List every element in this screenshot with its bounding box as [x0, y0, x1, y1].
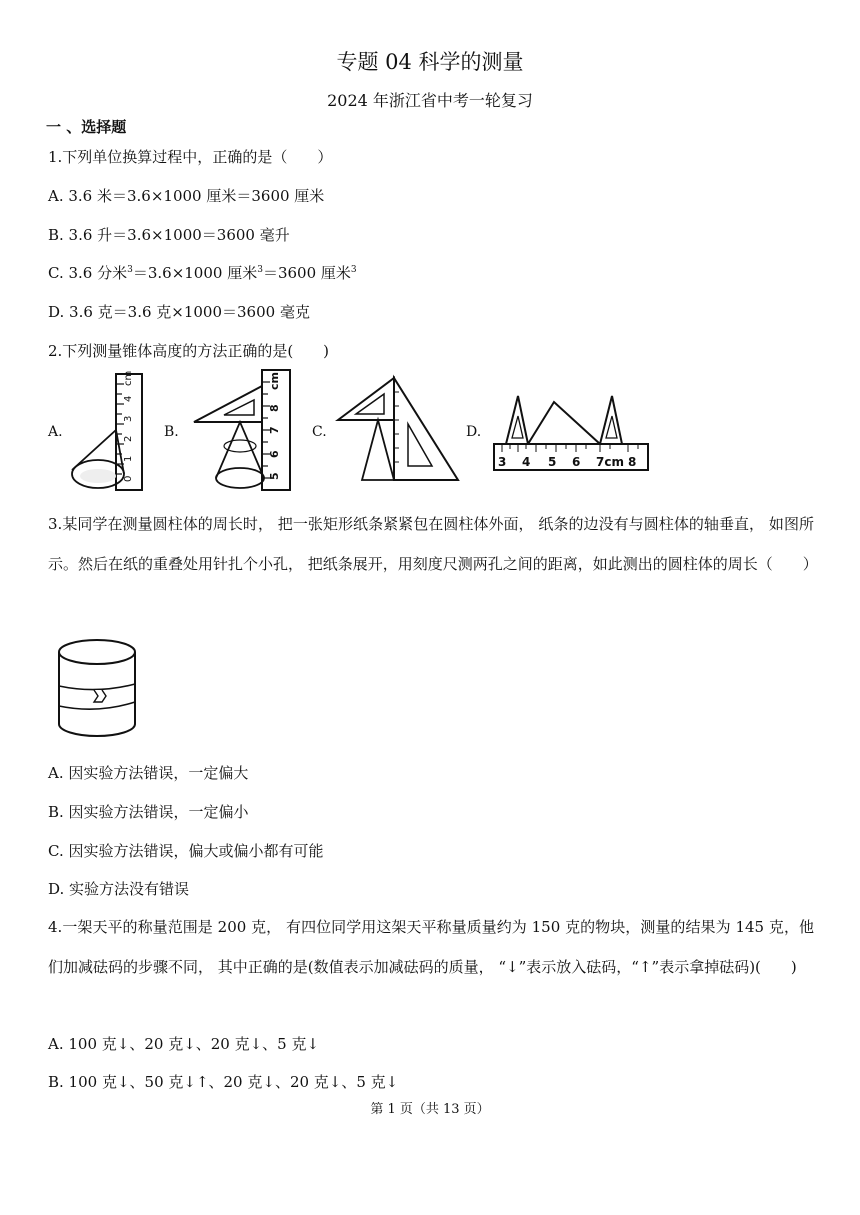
ruler-a-tick: cm — [123, 370, 134, 386]
q4-stem: 4.一架天平的称量范围是 200 克， 有四位同学用这架天平称量质量约为 150 克的物块，测量的结果为 145 克，他们加减砝码的步骤不同， 其中正确的是(数值表示加减砝码的质量， “↓”表示放入砝码，“↑”表示拿掉砝码)( ) — [48, 918, 814, 976]
q1-option-c — [48, 262, 357, 283]
section-heading: 一 、选择题 — [46, 118, 127, 136]
q2-label-b: B. — [164, 424, 179, 440]
ruler-a-tick: 3 — [123, 415, 134, 422]
q1-stem: 1.下列单位换算过程中，正确的是（ ） — [48, 148, 333, 166]
page-footer: 第 1 页（共 13 页） — [370, 1102, 490, 1117]
q1-option-c-part3: ＝3600 厘米 — [262, 264, 351, 282]
q3-option-c: C. 因实验方法错误，偏大或偏小都有可能 — [48, 842, 324, 860]
ruler-d-tick: 7cm — [596, 455, 624, 469]
q4-option-a: A. 100 克↓、20 克↓、20 克↓、5 克↓ — [48, 1035, 320, 1053]
q2-figure-a — [64, 370, 168, 494]
q2-label-a: A. — [48, 424, 63, 440]
ruler-b-tick: 7 — [268, 426, 281, 434]
ruler-d-tick: 4 — [522, 455, 531, 469]
q3-cylinder-figure — [54, 636, 140, 740]
q2-stem: 2.下列测量锥体高度的方法正确的是( ) — [48, 342, 330, 360]
ruler-a-tick: 0 — [123, 475, 134, 482]
q1-option-a: A. 3.6 米＝3.6×1000 厘米＝3600 厘米 — [48, 187, 325, 205]
ruler-b-tick: 5 — [268, 472, 281, 480]
ruler-a-tick: 4 — [123, 395, 134, 402]
q1-c-sup2: 3 — [257, 265, 263, 275]
q1-option-c-part1: C. 3.6 分米 — [48, 264, 128, 282]
ruler-d-tick: 3 — [498, 455, 507, 469]
q1-option-b: B. 3.6 升＝3.6×1000＝3600 毫升 — [48, 226, 290, 244]
q4-option-b: B. 100 克↓、50 克↓↑、20 克↓、20 克↓、5 克↓ — [48, 1073, 399, 1091]
q3-option-b: B. 因实验方法错误，一定偏小 — [48, 803, 249, 821]
q3-stem: 3.某同学在测量圆柱体的周长时， 把一张矩形纸条紧紧包在圆柱体外面， 纸条的边没有与圆柱体的轴垂直， 如图所示。然后在纸的重叠处用针扎个小孔， 把纸条展开，用刻度尺测两孔之间的距离，如此测出的圆柱体的周长（ ） — [48, 515, 818, 573]
q3-option-a: A. 因实验方法错误，一定偏大 — [48, 764, 249, 782]
q1-c-sup3: 3 — [350, 265, 357, 275]
q2-label-d: D. — [466, 424, 482, 440]
ruler-d-tick: 6 — [572, 455, 581, 469]
page-subtitle: 2024 年浙江省中考一轮复习 — [327, 91, 533, 110]
q2-figure-d — [488, 386, 654, 478]
q1-option-d: D. 3.6 克＝3.6 克×1000＝3600 毫克 — [48, 303, 310, 321]
ruler-d-tick: 5 — [548, 455, 557, 469]
ruler-b-tick: 8 — [268, 404, 281, 412]
q1-option-c-part2: ＝3.6×1000 厘米 — [132, 264, 258, 282]
q2-figure-b — [180, 366, 308, 494]
q1-c-sup1: 3 — [127, 265, 133, 275]
ruler-b-tick: cm — [268, 372, 281, 390]
q3-option-d: D. 实验方法没有错误 — [48, 880, 190, 898]
q2-figure-c — [332, 372, 464, 490]
page-title: 专题 04 科学的测量 — [336, 50, 524, 74]
ruler-b-tick: 6 — [268, 450, 281, 458]
ruler-d-tick: 8 — [628, 455, 637, 469]
ruler-a-tick: 2 — [123, 435, 134, 442]
ruler-a-tick: 1 — [123, 455, 134, 462]
q2-label-c: C. — [312, 424, 327, 440]
